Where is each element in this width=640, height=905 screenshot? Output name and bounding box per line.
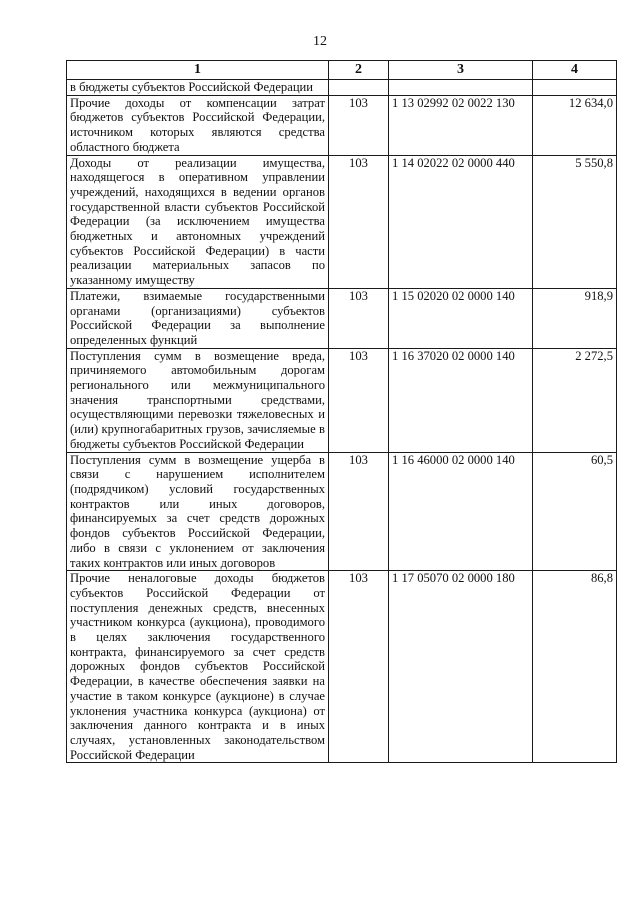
table-row — [67, 95, 617, 155]
revenue-name-cell: Прочие неналоговые доходы бюджетов субъектов Российской Федерации от поступления денежных средств, внесенных участником конкурса (аукциона), проводимого в целях заключения государственного контракта, финансируемого за счет средств дорожных фондов субъектов Российской Федерации, в качестве обеспечения заявки на участие в таком конкурсе (аукционе) в случае уклонения участника конкурса (аукциона) от заключения данного контракта и в иных случаях, установленных законодательством Российской Федерации — [67, 571, 329, 763]
table-row — [67, 452, 617, 571]
admin-code-cell: 103 — [329, 288, 389, 348]
revenue-name-cell: Поступления сумм в возмещение вреда, причиняемого автомобильным дорогам регионального или межмуниципального значения транспортными средствами, осуществляющими перевозки тяжеловесных и (или) крупногабаритных грузов, зачисляемые в бюджеты субъектов Российской Федерации — [67, 348, 329, 452]
revenue-name-cell: Прочие доходы от компенсации затрат бюджетов субъектов Российской Федерации, источником которых являются средства областного бюджета — [67, 95, 329, 155]
amount-cell — [533, 80, 617, 96]
classification-code-cell: 1 16 46000 02 0000 140 — [389, 452, 533, 571]
column-header-2: 2 — [329, 61, 389, 80]
column-header-1: 1 — [67, 61, 329, 80]
revenue-name-cell: Платежи, взимаемые государственными органами (организациями) субъектов Российской Федерации за выполнение определенных функций — [67, 288, 329, 348]
admin-code-cell: 103 — [329, 348, 389, 452]
amount-cell: 918,9 — [533, 288, 617, 348]
revenue-name-cell: в бюджеты субъектов Российской Федерации — [67, 80, 329, 96]
table-row — [67, 348, 617, 452]
table-row — [67, 288, 617, 348]
amount-cell: 60,5 — [533, 452, 617, 571]
admin-code-cell — [329, 80, 389, 96]
classification-code-cell: 1 13 02992 02 0022 130 — [389, 95, 533, 155]
admin-code-cell: 103 — [329, 571, 389, 763]
classification-code-cell: 1 16 37020 02 0000 140 — [389, 348, 533, 452]
revenue-table — [66, 60, 617, 763]
revenue-name-cell: Поступления сумм в возмещение ущерба в связи с нарушением исполнителем (подрядчиком) условий государственных контрактов или иных договоров, финансируемых за счет средств дорожных фондов субъектов Российской Федерации, либо в связи с уклонением от заключения таких контрактов или иных договоров — [67, 452, 329, 571]
table-row — [67, 571, 617, 763]
amount-cell: 86,8 — [533, 571, 617, 763]
amount-cell: 2 272,5 — [533, 348, 617, 452]
classification-code-cell: 1 15 02020 02 0000 140 — [389, 288, 533, 348]
admin-code-cell: 103 — [329, 95, 389, 155]
table-row — [67, 155, 617, 288]
revenue-name-cell: Доходы от реализации имущества, находящегося в оперативном управлении учреждений, находящихся в ведении органов государственной власти субъектов Российской Федерации (за исключением имущества бюджетных и автономных учреждений субъектов Российской Федерации) в части реализации материальных запасов по указанному имуществу — [67, 155, 329, 288]
admin-code-cell: 103 — [329, 452, 389, 571]
column-header-3: 3 — [389, 61, 533, 80]
page-number: 12 — [313, 34, 327, 49]
amount-cell: 12 634,0 — [533, 95, 617, 155]
column-header-4: 4 — [533, 61, 617, 80]
classification-code-cell — [389, 80, 533, 96]
table-row — [67, 80, 617, 96]
admin-code-cell: 103 — [329, 155, 389, 288]
classification-code-cell: 1 17 05070 02 0000 180 — [389, 571, 533, 763]
classification-code-cell: 1 14 02022 02 0000 440 — [389, 155, 533, 288]
amount-cell: 5 550,8 — [533, 155, 617, 288]
table-header-row — [67, 61, 617, 80]
